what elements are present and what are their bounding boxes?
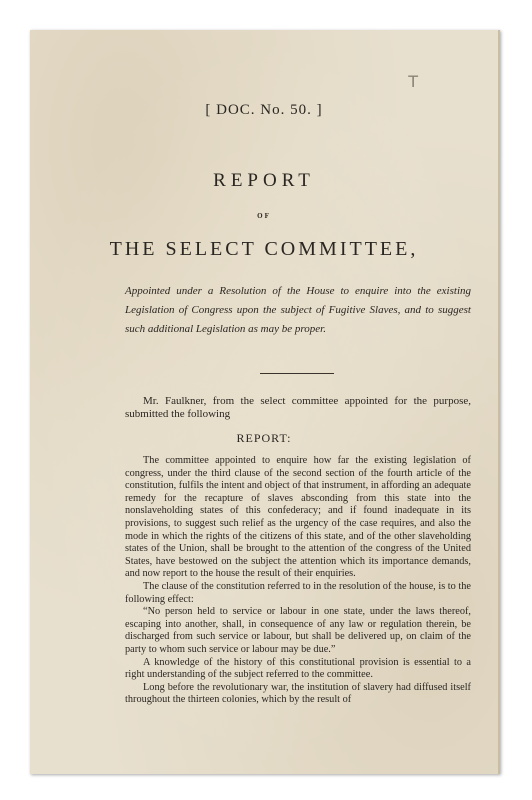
body-paragraph: The committee appointed to enquire how far the existing legislation of congress, under the third clause of the second section of the fourth article of the constitution, fulfils the intent and object of that instrument, in affording an adequate remedy for the recapture of slaves absconding from this state into the nonslaveholding states of this confederacy; and if found inadequate in its provisions, to suggest such relief as the urgency of the case requires, and also the mode in which the rights of the citizens of this state, and of the other slaveholding states of the Union, shall be brought to the attention of the congress of the United States, have bestowed on the subject the attention which its importance demands, and now report to the house the result of their enquiries.: [125, 455, 471, 580]
report-title: REPORT: [213, 170, 315, 191]
document-number: [ DOC. No. 50. ]: [205, 102, 323, 118]
body-paragraph: The clause of the constitution referred to in the resolution of the house, is to the following effect:: [125, 580, 471, 605]
intro-line: Mr. Faulkner, from the select committee appointed for the purpose, submitted the following: [125, 395, 471, 420]
report-body: [125, 455, 471, 707]
committee-heading: THE SELECT COMMITTEE,: [109, 238, 419, 260]
body-paragraph: Long before the revolutionary war, the institution of slavery had diffused itself throughout the thirteen colonies, which by the result of: [125, 681, 471, 706]
report-heading: REPORT:: [236, 431, 292, 445]
pencil-mark: T: [408, 72, 418, 91]
report-subtitle: Appointed under a Resolution of the House to enquire into the existing Legislation of Congress upon the subject of Fugitive Slaves, and to suggest such additional Legislation as may be proper.: [125, 285, 471, 335]
divider-rule: [260, 373, 334, 374]
body-paragraph: A knowledge of the history of this constitutional provision is essential to a right understanding of the subject referred to the committee.: [125, 656, 471, 681]
title-of: OF: [257, 212, 271, 220]
document-page: [30, 30, 500, 774]
body-paragraph: “No person held to service or labour in one state, under the laws thereof, escaping into another, shall, in consequence of any law or regulation therein, be discharged from such service or labour, but shall be delivered up, on claim of the party to whom such service or labour may be due.”: [125, 606, 471, 655]
